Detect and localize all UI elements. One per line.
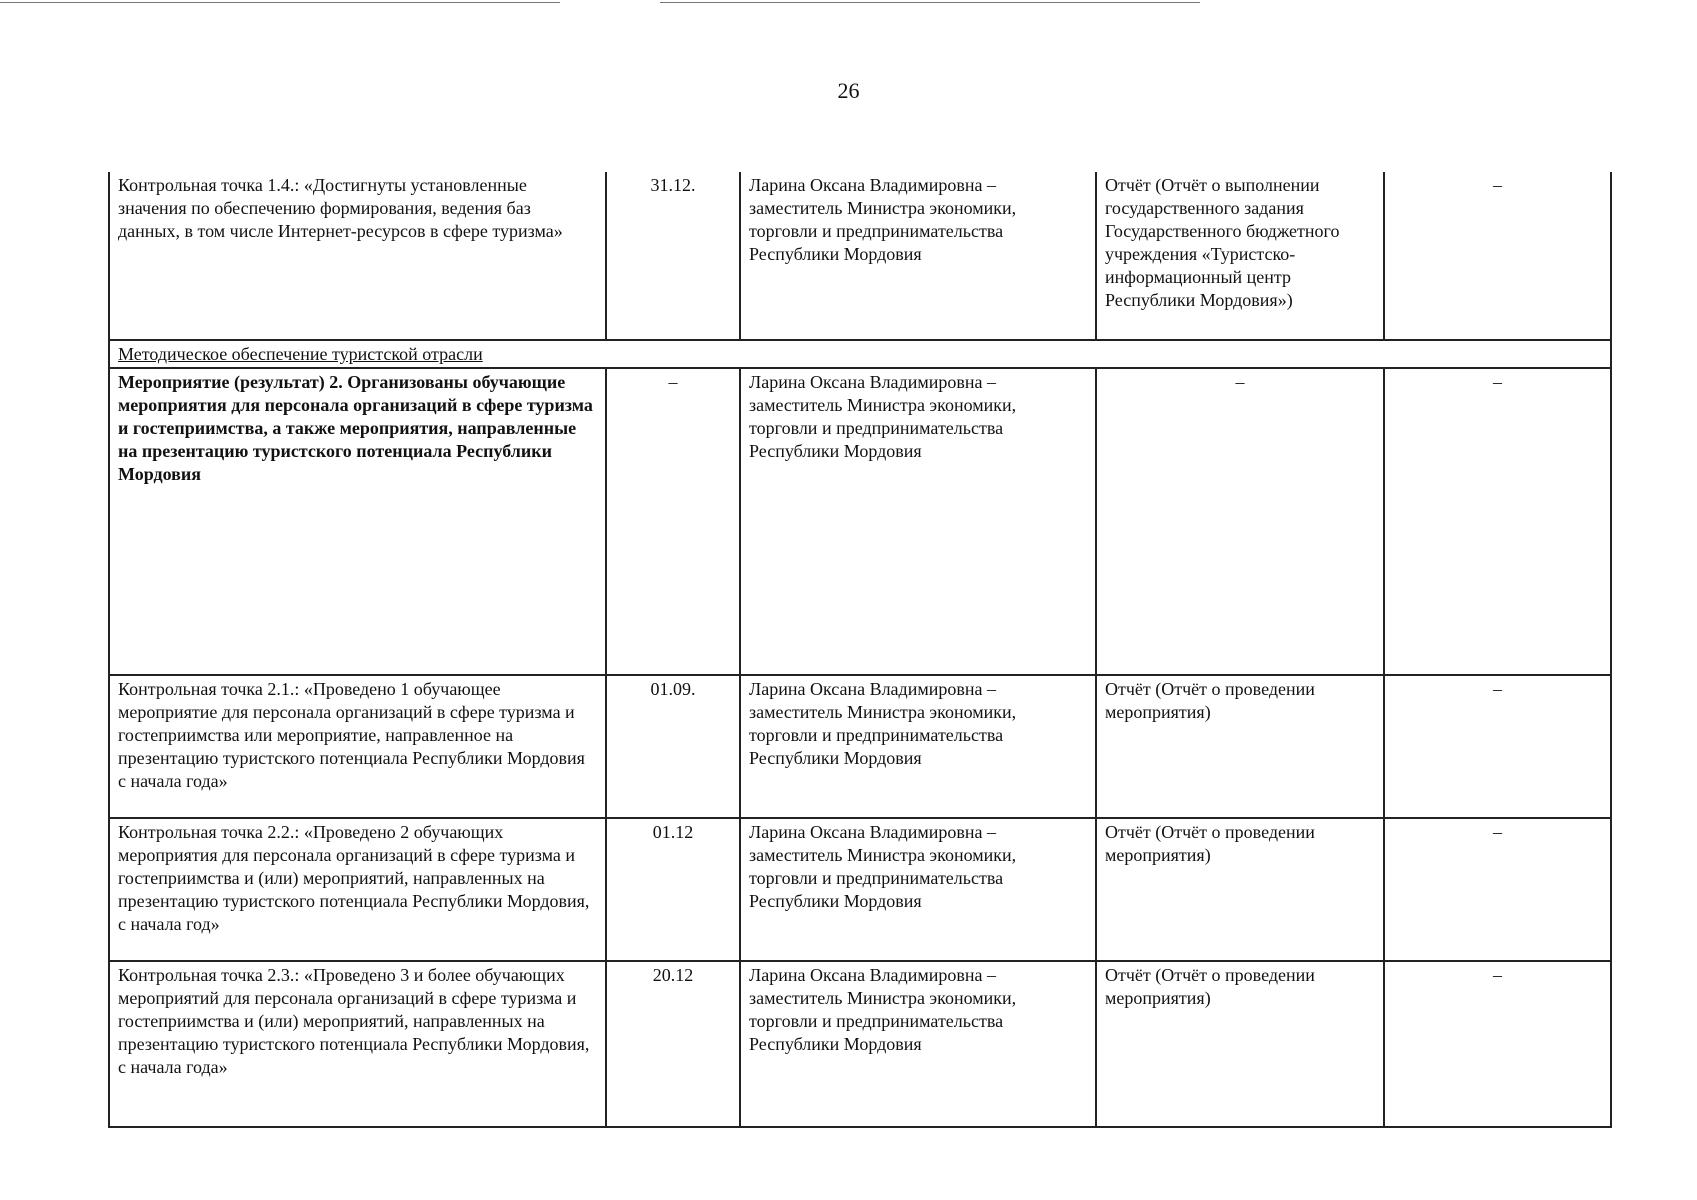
- scan-artifact-line: [0, 2, 560, 3]
- cell-document: –: [1096, 368, 1384, 675]
- cell-date: 01.12: [606, 818, 740, 961]
- cell-date: –: [606, 368, 740, 675]
- cell-document: Отчёт (Отчёт о проведении мероприятия): [1096, 675, 1384, 818]
- cell-responsible: Ларина Оксана Владимировна – заместитель Министра экономики, торговли и предпринимательства Республики Мордовия: [740, 675, 1096, 818]
- cell-extra: –: [1384, 818, 1611, 961]
- cell-name: Контрольная точка 2.1.: «Проведено 1 обучающее мероприятие для персонала организаций в сфере туризма и гостеприимства или мероприятие, направленное на презентацию туристского потенциала Республики Мордовия с начала года»: [109, 675, 606, 818]
- cell-document: Отчёт (Отчёт о проведении мероприятия): [1096, 818, 1384, 961]
- cell-name: Контрольная точка 1.4.: «Достигнуты установленные значения по обеспечению формирования, ведения баз данных, в том числе Интернет-ресурсов в сфере туризма»: [109, 172, 606, 340]
- cell-responsible: Ларина Оксана Владимировна – заместитель Министра экономики, торговли и предпринимательства Республики Мордовия: [740, 172, 1096, 340]
- cell-responsible: Ларина Оксана Владимировна – заместитель Министра экономики, торговли и предпринимательства Республики Мордовия: [740, 368, 1096, 675]
- cell-document: Отчёт (Отчёт о выполнении государственного задания Государственного бюджетного учреждения «Туристско-информационный центр Республики Мордовия»): [1096, 172, 1384, 340]
- cell-responsible: Ларина Оксана Владимировна – заместитель Министра экономики, торговли и предпринимательства Республики Мордовия: [740, 961, 1096, 1127]
- table-row: [109, 675, 1611, 818]
- cell-date: 31.12.: [606, 172, 740, 340]
- page-number: 26: [837, 78, 860, 103]
- section-title: [109, 340, 1611, 368]
- plan-table: [108, 172, 1612, 1128]
- table-row: [109, 818, 1611, 961]
- table-row: [109, 961, 1611, 1127]
- cell-date: 20.12: [606, 961, 740, 1127]
- cell-name: Мероприятие (результат) 2. Организованы обучающие мероприятия для персонала организаций в сфере туризма и гостеприимства, а также мероприятия, направленные на презентацию туристского потенциала Республики Мордовия: [109, 368, 606, 675]
- cell-extra: –: [1384, 368, 1611, 675]
- section-title-text: Методическое обеспечение туристской отрасли: [118, 344, 483, 364]
- cell-document: Отчёт (Отчёт о проведении мероприятия): [1096, 961, 1384, 1127]
- cell-extra: –: [1384, 172, 1611, 340]
- scan-artifact-line: [660, 2, 1200, 3]
- cell-date: 01.09.: [606, 675, 740, 818]
- cell-extra: –: [1384, 675, 1611, 818]
- cell-extra: –: [1384, 961, 1611, 1127]
- cell-responsible: Ларина Оксана Владимировна – заместитель Министра экономики, торговли и предпринимательства Республики Мордовия: [740, 818, 1096, 961]
- cell-name: Контрольная точка 2.2.: «Проведено 2 обучающих мероприятия для персонала организаций в сфере туризма и гостеприимства и (или) мероприятий, направленных на презентацию туристского потенциала Республики Мордовия, с начала год»: [109, 818, 606, 961]
- table-row: [109, 368, 1611, 675]
- section-row: [109, 340, 1611, 368]
- cell-name: Контрольная точка 2.3.: «Проведено 3 и более обучающих мероприятий для персонала организаций в сфере туризма и гостеприимства и (или) мероприятий, направленных на презентацию туристского потенциала Республики Мордовия, с начала года»: [109, 961, 606, 1127]
- table-row: [109, 172, 1611, 340]
